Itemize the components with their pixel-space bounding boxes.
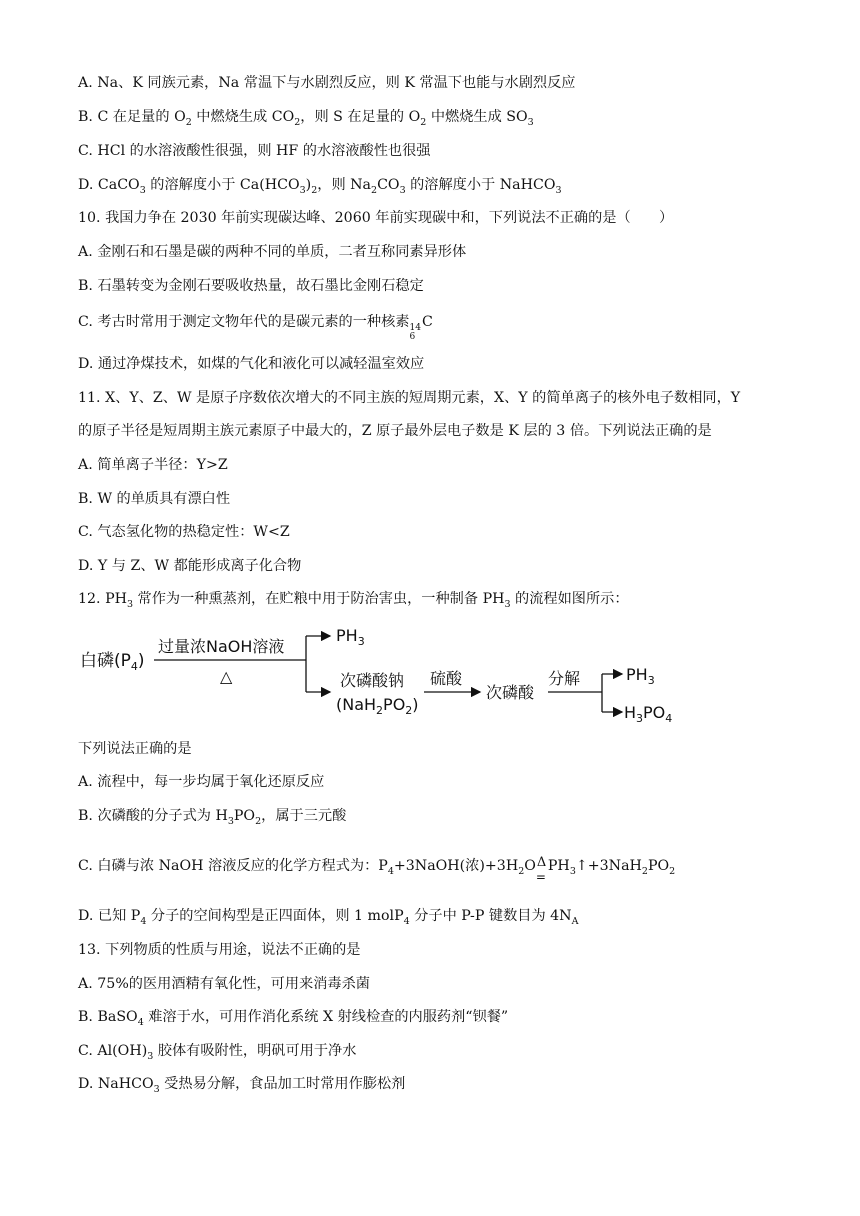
q13-option-a: A. 75%的医用酒精有氧化性，可用来消毒杀菌 [78,976,370,992]
flow-product-sodium-hypophosphite: 次磷酸钠 [340,671,405,690]
q10-option-b: B. 石墨转变为金刚石要吸收热量，故石墨比金刚石稳定 [78,278,424,294]
q11-stem-line2: 的原子半径是短周期主族元素原子中最大的，Z 原子最外层电子数是 K 层的 3 倍。下列说法正确的是 [78,423,712,439]
flow-condition-heat: △ [220,667,233,686]
q10-option-a: A. 金刚石和石墨是碳的两种不同的单质，二者互称同素异形体 [78,244,467,260]
ph3-preparation-flowchart [78,622,718,732]
q10-stem: 10. 我国力争在 2030 年前实现碳达峰、2060 年前实现碳中和，下列说法不正确的是（ ） [78,210,674,226]
flow-product-ph3-2: $PH_3$ [626,665,655,687]
flow-product-formula: $(NaH_2PO_2)$ [336,695,419,717]
q9-option-b: B. C 在足量的 $O_2$ 中燃烧生成 $CO_2$，则 S 在足量的 $O_2$ 中燃烧生成 $SO_3$ [78,109,534,128]
q12-option-c: C. 白磷与浓 NaOH 溶液反应的化学方程式为：$P_4+3NaOH$(浓)$+3H_2O$ Δ = $PH_3↑+3NaH_2PO_2$ [78,855,676,884]
q11-option-d: D. Y 与 Z、W 都能形成离子化合物 [78,558,302,574]
q12-stem: 12. $PH_3$ 常作为一种熏蒸剂，在贮粮中用于防治害虫，一种制备 $PH_3$ 的流程如图所示： [78,591,629,610]
q11-stem-line1: 11. X、Y、Z、W 是原子序数依次增大的不同主族的短周期元素，X、Y 的简单离子的核外电子数相同，Y [78,390,741,406]
q12-option-b: B. 次磷酸的分子式为 $H_3PO_2$，属于三元酸 [78,808,347,827]
nuclide-notation: 14 6 [409,323,421,342]
q10-option-c: C. 考古时常用于测定文物年代的是碳元素的一种核素 14 6 C [78,314,433,342]
flow-condition-decompose: 分解 [548,669,581,688]
flow-start-white-phosphorus: 白磷$(P_4)$ [80,651,145,673]
q11-option-c: C. 气态氢化物的热稳定性：W<Z [78,524,290,540]
q10-option-d: D. 通过净煤技术，如煤的气化和液化可以减轻温室效应 [78,356,425,372]
flow-condition-naoh: 过量浓NaOH溶液 [158,637,285,656]
q12-option-d: D. 已知 $P_4$ 分子的空间构型是正四面体，则 1 molP$_4$ 分子中 P-P 键数目为 $4N_A$ [78,908,579,927]
q9-option-a: A. Na、K 同族元素，Na 常温下与水剧烈反应，则 K 常温下也能与水剧烈反应 [78,75,576,91]
flow-product-ph3: $PH_3$ [336,626,365,648]
q9-option-d: D. CaCO$_3$ 的溶解度小于 $Ca(HCO_3)_2$，则 $Na_2CO_3$ 的溶解度小于 NaHCO$_3$ [78,177,562,196]
flow-product-h3po4: $H_3PO_4$ [624,703,673,725]
q13-stem: 13. 下列物质的性质与用途，说法不正确的是 [78,942,361,958]
flow-condition-sulfuric-acid: 硫酸 [430,669,463,688]
q12-lead: 下列说法正确的是 [78,741,192,757]
q13-option-c: C. $Al(OH)_3$ 胶体有吸附性，明矾可用于净水 [78,1043,357,1062]
q9-option-c: C. HCl 的水溶液酸性很强，则 HF 的水溶液酸性也很强 [78,143,431,159]
q12-option-a: A. 流程中，每一步均属于氧化还原反应 [78,774,325,790]
q11-option-a: A. 简单离子半径：Y>Z [78,457,228,473]
flow-hypophosphorous-acid: 次磷酸 [486,683,535,702]
q13-option-d: D. NaHCO$_3$ 受热易分解，食品加工时常用作膨松剂 [78,1076,406,1095]
q13-option-b: B. BaSO$_4$ 难溶于水，可用作消化系统 X 射线检查的内服药剂“钡餐” [78,1009,509,1028]
q11-option-b: B. W 的单质具有漂白性 [78,491,231,507]
